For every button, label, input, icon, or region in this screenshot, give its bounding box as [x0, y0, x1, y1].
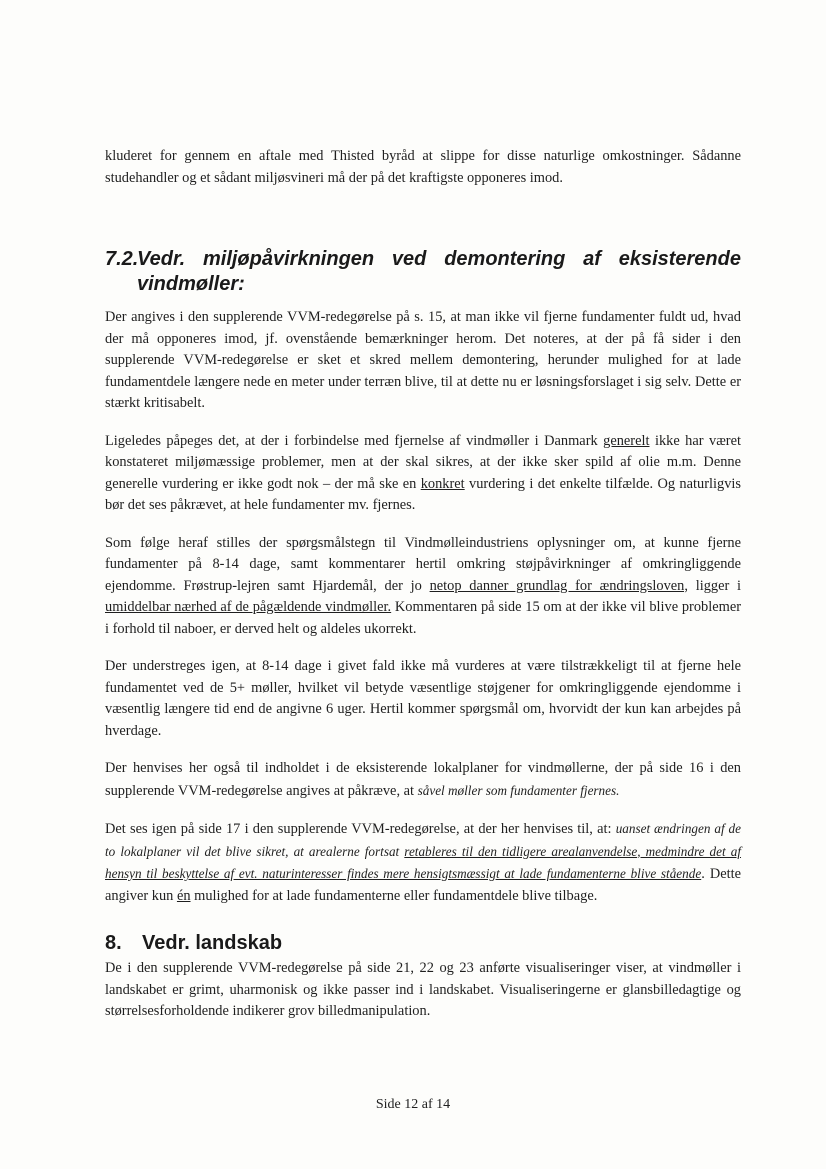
text-run: ikke har været konstateret miljømæssige problemer, men at der skal sikres, at der ikke sker spild af olie m.m. Denne generelle vurdering er ikke godt nok – der må ske en: [105, 432, 741, 492]
section-8-title: Vedr. landskab: [142, 932, 283, 954]
text-run: . Dette angiver kun: [105, 866, 742, 904]
page-footer: Side 12 af 14: [375, 1097, 451, 1112]
underlined-text: generelt: [603, 432, 650, 449]
italic-quote: uanset ændringen af de to lokalplaner vil det blive sikret, at arealerne fortsat: [105, 821, 741, 859]
section-8-paragraph-1: De i den supplerende VVM-redegørelse på side 21, 22 og 23 anførte visualiseringer viser, at vindmøller i landskabet er grimt, uharmonisk og ikke passer ind i landskabet. Visualiseringerne er glansbilledagtige og størrelsesforholdende indikerer grov billedmanipulation.: [105, 960, 741, 1019]
section-7-2-number: 7.2.: [105, 248, 139, 270]
section-7-2-paragraph-3: [105, 533, 741, 641]
text-run: Ligeledes påpeges det, at der i forbindelse med fjernelse af vindmøller i Danmark: [105, 432, 604, 449]
underlined-text: umiddelbar nærhed af de pågældende vindmøller.: [105, 599, 392, 615]
intro-paragraph: kluderet for gennem en aftale med Thisted byråd at slippe for disse naturlige omkostninger. Sådanne studehandler og et sådant miljøsvineri må der på det kraftigste opponeres imod.: [105, 148, 741, 186]
italic-underlined-quote: retableres til den tidligere arealanvendelse, medmindre det af hensyn til beskyttelse af evt. naturinteresser findes mere hensigtsmæssigt at lade fundamenterne blive stående: [105, 843, 742, 881]
section-8-number: 8.: [105, 932, 122, 954]
section-7-2-paragraph-1: Der angives i den supplerende VVM-redegørelse på s. 15, at man ikke vil fjerne fundamenter fuldt ud, hvad der må opponeres imod, jf. ovenstående bemærkninger herom. Det noteres, at der på få sider i den supplerende VVM-redegørelse er sket et skred mellem demontering, herunder mulighed for at lade fundamentdele længere nede en meter under terræn blive, til at dette nu er løsningsforslaget i sig selv. Dette er stærkt kritisabelt.: [105, 309, 741, 411]
text-run: Som følge heraf stilles der spørgsmålstegn til Vindmølleindustriens oplysninger om, at kunne fjerne fundamenter på 8-14 dage, samt kommentarer hertil omkring støjpåvirkninger af omkringliggende ejendomme. Frøstrup-lejren samt Hjardemål, der jo: [105, 534, 741, 594]
section-7-2-title: Vedr. miljøpåvirkningen ved demontering af eksisterende vindmøller:: [137, 248, 741, 295]
section-7-2-heading: [105, 247, 741, 297]
text-run: Det ses igen på side 17 i den supplerende VVM-redegørelse, at der her henvises til, at:: [105, 821, 616, 837]
text-run: vurdering i det enkelte tilfælde. Og naturligvis bør det ses påkrævet, at hele fundamenter mv. fjernes.: [105, 475, 741, 513]
page-content: [105, 146, 741, 1039]
section-7-2-paragraph-4: Der understreges igen, at 8-14 dage i givet fald ikke må vurderes at være tilstrækkeligt til at fjerne hele fundamentet ved de 5+ møller, hvilket vil betyde væsentlige støjgener for omkringliggende ejendomme i væsentlig længere tid end de angivne 6 uger. Hertil kommer spørgsmål om, hvorvidt der kun kan arbejdes på hverdage.: [105, 658, 741, 739]
section-7-2-paragraph-6: [105, 818, 741, 907]
section-8-heading: [105, 931, 741, 956]
section-7-2-paragraph-2: [105, 431, 741, 517]
italic-quote: såvel møller som fundamenter fjernes.: [417, 782, 620, 798]
text-run: mulighed for at lade fundamenterne eller fundamentdele blive tilbage.: [190, 887, 598, 904]
text-run: Kommentaren på side 15 om at der ikke vil blive problemer i forhold til naboer, er derved helt og aldeles ukorrekt.: [105, 599, 742, 637]
section-7-2-paragraph-5: [105, 758, 741, 802]
underlined-text: én: [176, 887, 191, 904]
underlined-text: konkret: [420, 475, 465, 492]
underlined-text: netop danner grundlag for ændringsloven,: [429, 577, 688, 594]
text-run: ligger i: [687, 577, 741, 594]
text-run: Der henvises her også til indholdet i de eksisterende lokalplaner for vindmøllerne, der på side 16 i den supplerende VVM-redegørelse angives at påkræve, at: [105, 760, 741, 799]
